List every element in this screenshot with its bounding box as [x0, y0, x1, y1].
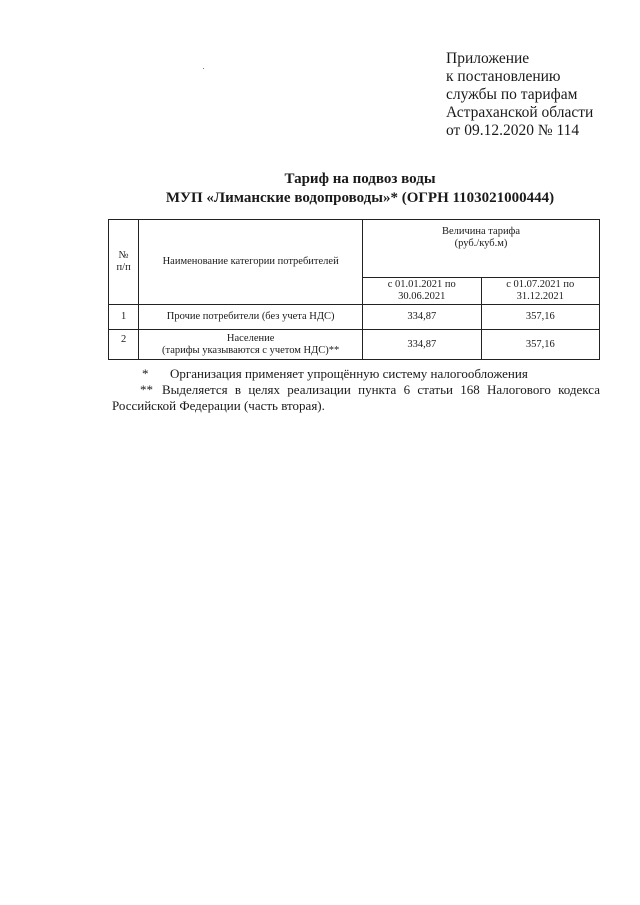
header-category-text: Наименование категории потребителей — [162, 256, 339, 267]
appendix-line: к постановлению — [446, 68, 561, 85]
footnote-mark: * — [142, 366, 149, 381]
row-value-period-1: 334,87 — [363, 305, 481, 330]
title-line-1: Тариф на подвоз воды — [284, 171, 436, 187]
footnote-text: Выделяется в целях реализации пункта 6 статьи 168 Налогового кодекса Российской Федерации (часть вторая). — [112, 382, 600, 413]
row-value-period-2: 357,16 — [481, 305, 600, 330]
row-value-period-2: 357,16 — [481, 330, 600, 360]
row-category-line: Население — [226, 332, 275, 344]
appendix-line: службы по тарифам — [446, 86, 578, 103]
period-line: с 01.01.2021 по — [387, 279, 456, 290]
appendix-line: от 09.12.2020 № 114 — [446, 122, 580, 139]
footnote-mark: ** — [140, 382, 153, 397]
footnotes — [112, 366, 600, 414]
row-category — [139, 330, 363, 360]
header-number-line: п/п — [116, 262, 131, 273]
header-number — [109, 220, 139, 305]
header-number-line: № — [118, 250, 129, 261]
row-number: 2 — [109, 330, 139, 360]
row-number: 1 — [109, 305, 139, 330]
period-line: с 01.07.2021 по — [506, 279, 575, 290]
table-row — [109, 305, 600, 330]
header-category — [139, 220, 363, 305]
period-line: 31.12.2021 — [516, 291, 564, 302]
document-title — [100, 170, 620, 208]
row-category: Прочие потребители (без учета НДС) — [139, 305, 363, 330]
appendix-line: Астраханской области — [446, 104, 594, 121]
period-line: 30.06.2021 — [398, 291, 446, 302]
header-period-1 — [363, 278, 481, 305]
header-tariff-line: (руб./куб.м) — [454, 238, 508, 249]
header-period-2 — [481, 278, 600, 305]
footnote — [112, 366, 600, 382]
footnote-text: Организация применяет упрощённую систему налогообложения — [170, 366, 528, 381]
appendix-line: Приложение — [446, 50, 530, 67]
tariff-table — [108, 219, 600, 360]
header-tariff-line: Величина тарифа — [441, 226, 521, 237]
table-row — [109, 330, 600, 360]
footnote — [112, 382, 600, 414]
scan-speck — [203, 68, 204, 69]
header-tariff-value — [363, 220, 600, 278]
row-category-line: (тарифы указываются с учетом НДС)** — [161, 344, 340, 356]
title-line-2: МУП «Лиманские водопроводы»* (ОГРН 1103021000444) — [165, 190, 555, 206]
row-value-period-1: 334,87 — [363, 330, 481, 360]
appendix-block — [446, 50, 631, 140]
